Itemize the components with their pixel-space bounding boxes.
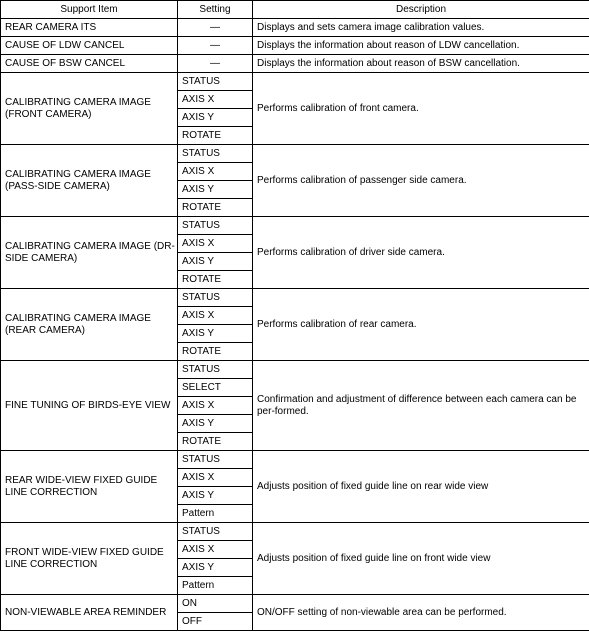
support-item-cell: REAR WIDE-VIEW FIXED GUIDE LINE CORRECTION bbox=[1, 451, 178, 523]
header-setting: Setting bbox=[178, 1, 253, 19]
setting-cell: ROTATE bbox=[178, 199, 253, 217]
setting-cell: STATUS bbox=[178, 523, 253, 541]
setting-cell: AXIS X bbox=[178, 235, 253, 253]
table-row bbox=[1, 523, 589, 541]
setting-cell: STATUS bbox=[178, 451, 253, 469]
setting-cell: ROTATE bbox=[178, 343, 253, 361]
support-item-cell: NON-VIEWABLE AREA REMINDER bbox=[1, 595, 178, 631]
setting-cell: AXIS Y bbox=[178, 325, 253, 343]
description-cell: Performs calibration of rear camera. bbox=[253, 289, 589, 361]
setting-cell: AXIS X bbox=[178, 307, 253, 325]
description-cell: Displays and sets camera image calibration values. bbox=[253, 19, 589, 37]
table-row bbox=[1, 73, 589, 91]
setting-cell: ON bbox=[178, 595, 253, 613]
support-item-cell: FRONT WIDE-VIEW FIXED GUIDE LINE CORRECTION bbox=[1, 523, 178, 595]
setting-cell: AXIS X bbox=[178, 91, 253, 109]
setting-cell: — bbox=[178, 19, 253, 37]
setting-cell: ROTATE bbox=[178, 271, 253, 289]
setting-cell: STATUS bbox=[178, 361, 253, 379]
description-cell: Performs calibration of front camera. bbox=[253, 73, 589, 145]
setting-cell: STATUS bbox=[178, 145, 253, 163]
header-description: Description bbox=[253, 1, 589, 19]
setting-cell: AXIS Y bbox=[178, 559, 253, 577]
table-row bbox=[1, 19, 589, 37]
table-body bbox=[1, 19, 589, 631]
support-item-cell: CALIBRATING CAMERA IMAGE (FRONT CAMERA) bbox=[1, 73, 178, 145]
setting-cell: AXIS Y bbox=[178, 415, 253, 433]
table-row bbox=[1, 289, 589, 307]
table-row bbox=[1, 55, 589, 73]
setting-cell: Pattern bbox=[178, 505, 253, 523]
header-support-item: Support Item bbox=[1, 1, 178, 19]
table-row bbox=[1, 145, 589, 163]
table-row bbox=[1, 37, 589, 55]
setting-cell: AXIS Y bbox=[178, 253, 253, 271]
setting-cell: AXIS X bbox=[178, 163, 253, 181]
description-cell: Confirmation and adjustment of difference between each camera can be per-formed. bbox=[253, 361, 589, 451]
table-row bbox=[1, 217, 589, 235]
description-cell: Performs calibration of driver side camera. bbox=[253, 217, 589, 289]
support-item-cell: CALIBRATING CAMERA IMAGE (REAR CAMERA) bbox=[1, 289, 178, 361]
support-item-cell: CAUSE OF LDW CANCEL bbox=[1, 37, 178, 55]
support-item-cell: CALIBRATING CAMERA IMAGE (DR-SIDE CAMERA) bbox=[1, 217, 178, 289]
setting-cell: AXIS X bbox=[178, 397, 253, 415]
description-cell: ON/OFF setting of non-viewable area can be performed. bbox=[253, 595, 589, 631]
setting-cell: — bbox=[178, 55, 253, 73]
setting-cell: AXIS Y bbox=[178, 181, 253, 199]
setting-cell: STATUS bbox=[178, 217, 253, 235]
description-cell: Displays the information about reason of LDW cancellation. bbox=[253, 37, 589, 55]
table-row bbox=[1, 361, 589, 379]
setting-cell: OFF bbox=[178, 613, 253, 631]
description-cell: Adjusts position of fixed guide line on rear wide view bbox=[253, 451, 589, 523]
description-cell: Displays the information about reason of BSW cancellation. bbox=[253, 55, 589, 73]
table-row bbox=[1, 595, 589, 613]
table-row bbox=[1, 451, 589, 469]
description-cell: Adjusts position of fixed guide line on front wide view bbox=[253, 523, 589, 595]
setting-cell: STATUS bbox=[178, 289, 253, 307]
setting-cell: ROTATE bbox=[178, 433, 253, 451]
description-cell: Performs calibration of passenger side camera. bbox=[253, 145, 589, 217]
setting-cell: — bbox=[178, 37, 253, 55]
setting-cell: ROTATE bbox=[178, 127, 253, 145]
support-item-cell: REAR CAMERA ITS bbox=[1, 19, 178, 37]
setting-cell: AXIS X bbox=[178, 469, 253, 487]
setting-cell: AXIS X bbox=[178, 541, 253, 559]
support-item-cell: CAUSE OF BSW CANCEL bbox=[1, 55, 178, 73]
support-item-cell: CALIBRATING CAMERA IMAGE (PASS-SIDE CAMERA) bbox=[1, 145, 178, 217]
setting-cell: SELECT bbox=[178, 379, 253, 397]
setting-cell: STATUS bbox=[178, 73, 253, 91]
setting-cell: AXIS Y bbox=[178, 487, 253, 505]
setting-cell: Pattern bbox=[178, 577, 253, 595]
support-item-cell: FINE TUNING OF BIRDS-EYE VIEW bbox=[1, 361, 178, 451]
setting-cell: AXIS Y bbox=[178, 109, 253, 127]
